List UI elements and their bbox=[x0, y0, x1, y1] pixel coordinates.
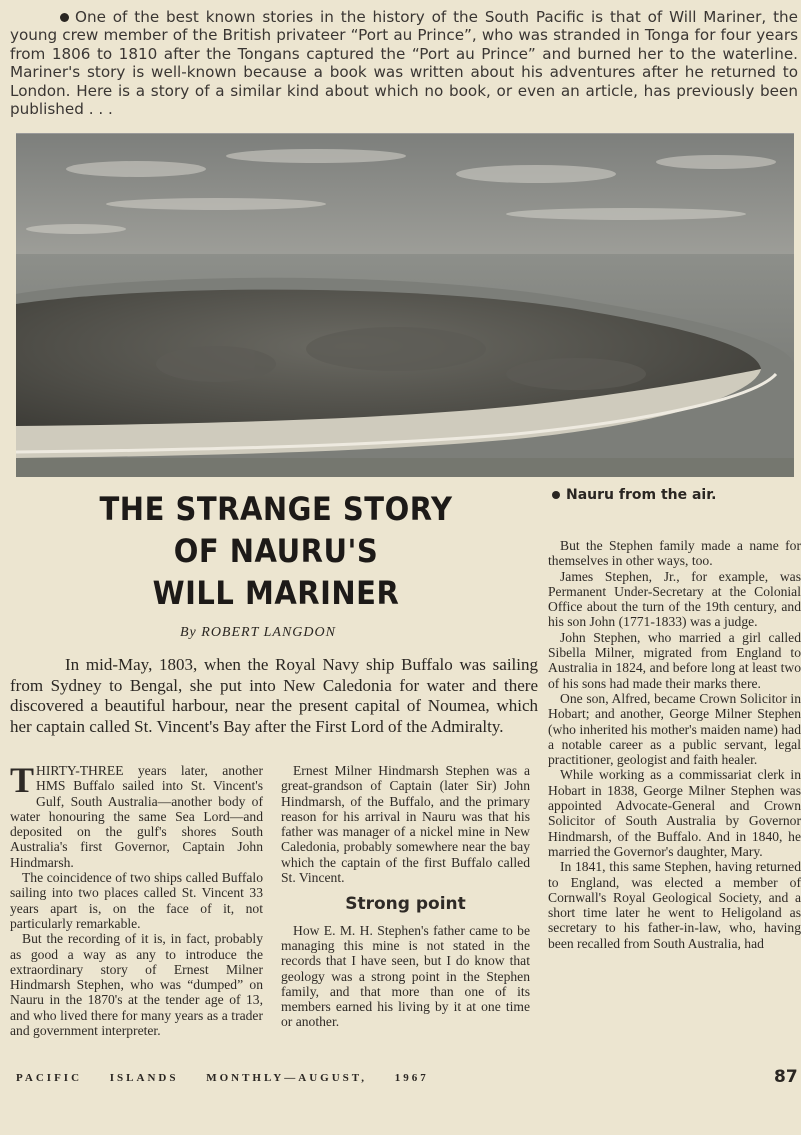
paragraph: One son, Alfred, became Crown Solicitor in Hobart; and another, George Milner Stephen (who inherited his mother's maiden name) had a notable career as a public servant, legal practitioner, geologist and faith healer. bbox=[548, 690, 801, 768]
paragraph: In 1841, this same Stephen, having returned to England, was elected a member of Cornwall's Royal Geological Society, and a short time later he went to Heligoland as secretary to his father-in-law, who, having been recalled from South Australia, had bbox=[548, 859, 801, 951]
paragraph: But the Stephen family made a name for themselves in other ways, too. bbox=[548, 538, 801, 569]
lead-paragraph bbox=[10, 655, 538, 737]
aerial-photo bbox=[16, 133, 794, 477]
caption-text: Nauru from the air. bbox=[566, 487, 717, 503]
article-headline bbox=[20, 488, 532, 614]
paragraph: How E. M. H. Stephen's father came to be managing this mine is not stated in the records that I have seen, but I do know that geology was a strong point in the Stephen family, and that more than one of its members earned his living by it at one time or another. bbox=[281, 922, 530, 1030]
column-3 bbox=[548, 538, 801, 951]
intro-paragraph bbox=[10, 8, 798, 118]
bullet-icon bbox=[60, 13, 69, 22]
paragraph bbox=[10, 760, 263, 870]
page-number: 87 bbox=[774, 1067, 798, 1087]
bullet-icon bbox=[552, 491, 560, 499]
paragraph: The coincidence of two ships called Buffalo sailing into two places called St. Vincent 33 years apart is, on the face of it, not particularly remarkable. bbox=[10, 870, 263, 931]
paragraph-text: HIRTY-THREE years later, another HMS Buffalo sailed into St. Vincent's Gulf, South Australia—another body of water honouring the same Sea Lord—and deposited on the gulf's shores South Australia's first Governor, Captain John Hindmarsh. bbox=[10, 763, 263, 870]
drop-cap: T bbox=[10, 760, 35, 800]
photo-caption bbox=[552, 487, 716, 503]
headline-line-2: OF NAURU'S bbox=[173, 532, 379, 570]
paragraph: Ernest Milner Hindmarsh Stephen was a great-grandson of Captain (later Sir) John Hindmarsh, of the Buffalo, and the primary reason for his arrival in Nauru was that his father was manager of a nickel mine in New Caledonia, probably somewhere near the bay which the captain of the first Buffalo called St. Vincent. bbox=[281, 763, 530, 886]
lead-text: In mid-May, 1803, when the Royal Navy ship Buffalo was sailing from Sydney to Bengal, she put into New Caledonia for water and there discovered a beautiful harbour, near the present capital of Noumea, which her captain called St. Vincent's Bay after the First Lord of the Admiralty. bbox=[10, 655, 538, 736]
headline-line-3: WILL MARINER bbox=[152, 574, 400, 612]
publication-line: PACIFIC ISLANDS MONTHLY—AUGUST, 1967 bbox=[16, 1072, 429, 1084]
paragraph: John Stephen, who married a girl called Sibella Milner, migrated from England to Australia in 1824, and before long at least two of his sons had made their marks there. bbox=[548, 629, 801, 691]
column-1 bbox=[10, 760, 263, 1039]
paragraph: James Stephen, Jr., for example, was Permanent Under-Secretary at the Colonial Office about the turn of the 19th century, and his son John (1771-1833) was a judge. bbox=[548, 568, 801, 630]
intro-text: One of the best known stories in the history of the South Pacific is that of Will Mariner, the young crew member of the British privateer “Port au Prince”, who was stranded in Tonga for four years from 1806 to 1810 after the Tongans captured the “Port au Prince” and burned her to the waterline. Mariner's story is well-known because a book was written about his adventures after he returned to London. Here is a story of a similar kind about which no book, or even an article, has previously been published . . . bbox=[10, 8, 798, 119]
subheading: Strong point bbox=[345, 894, 466, 915]
byline: By ROBERT LANGDON bbox=[180, 625, 336, 640]
column-2 bbox=[281, 763, 530, 1030]
paragraph: While working as a commissariat clerk in Hobart in 1838, George Milner Stephen was appointed Advocate-General and Crown Solicitor of South Australia by Governor Hindmarsh, of the Buffalo. And in 1840, he married the Governor's daughter, Mary. bbox=[548, 767, 801, 859]
paragraph: But the recording of it is, in fact, probably as good a way as any to introduce the extraordinary story of Ernest Milner Hindmarsh Stephen, who was “dumped” on Nauru in the 1870's at the tender age of 13, and who lived there for many years as a trader and government interpreter. bbox=[10, 931, 263, 1039]
headline-line-1: THE STRANGE STORY bbox=[99, 490, 453, 528]
